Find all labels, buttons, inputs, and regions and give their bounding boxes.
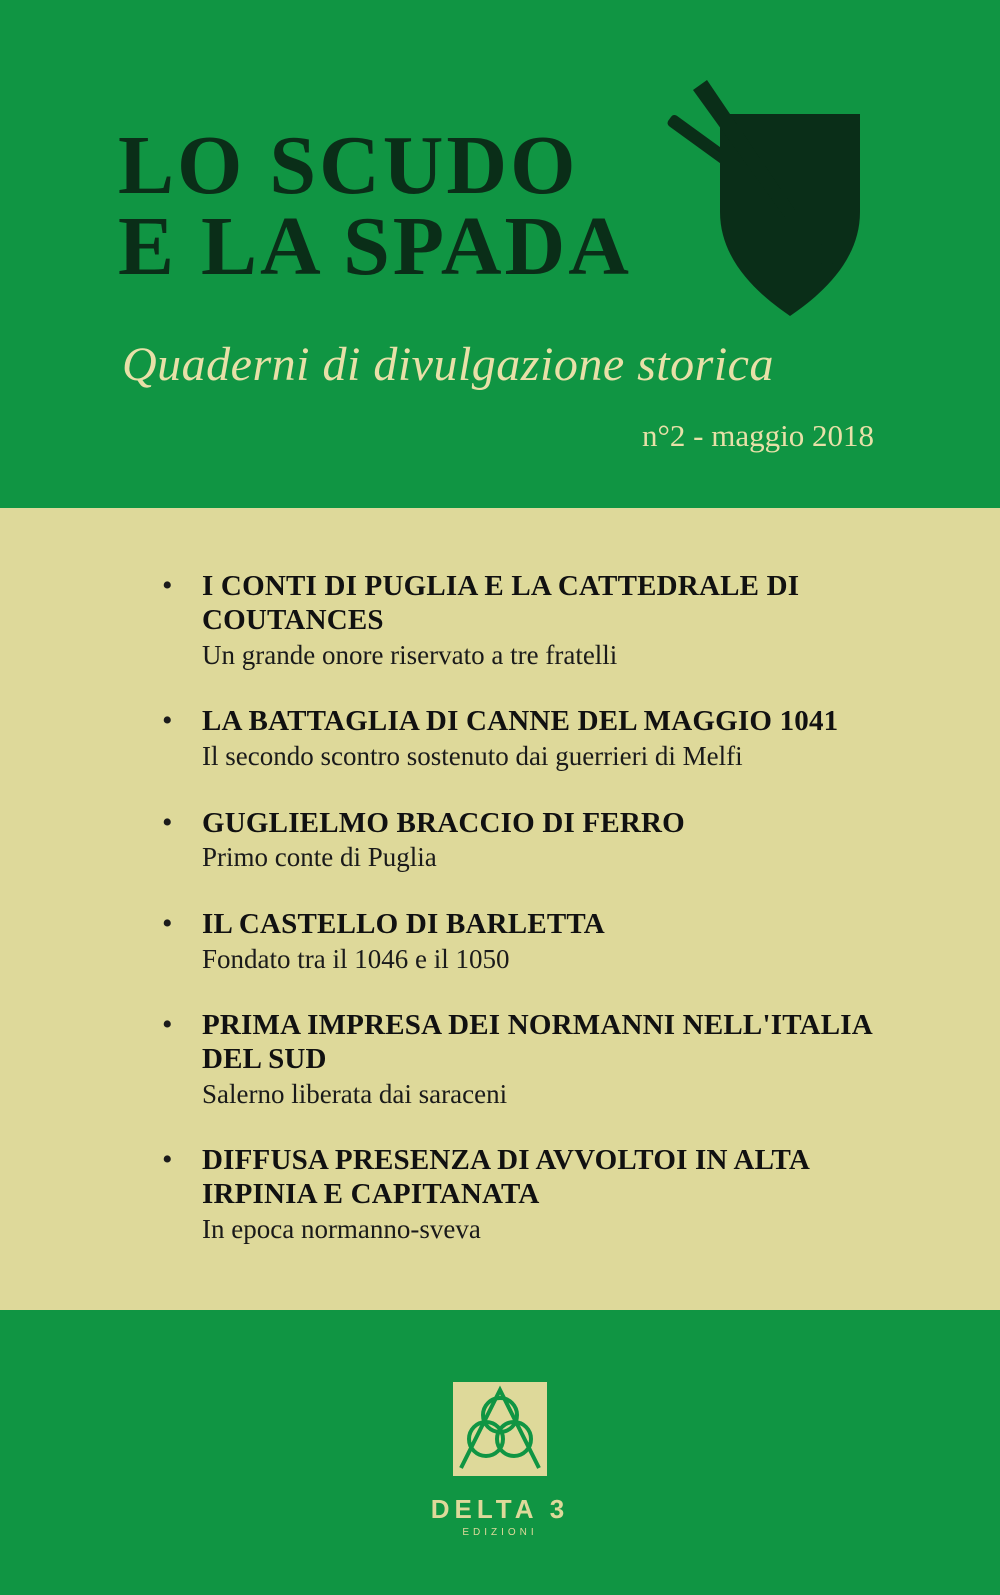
toc-item-subtitle: In epoca normanno-sveva xyxy=(202,1214,481,1245)
list-item[interactable] xyxy=(150,705,910,772)
list-item[interactable] xyxy=(150,807,910,874)
magazine-title xyxy=(118,119,898,294)
toc-item-title: • I CONTI DI PUGLIA E LA CATTEDRALE DI COUTANCES xyxy=(202,570,800,636)
title-line-1: LO SCUDO xyxy=(118,119,579,212)
toc-item-title: • DIFFUSA PRESENZA DI AVVOLTOI IN ALTA IRPINIA E CAPITANATA xyxy=(202,1144,809,1211)
toc-item-subtitle: Il secondo scontro sostenuto dai guerrieri di Melfi xyxy=(202,741,743,772)
table-of-contents xyxy=(0,508,1000,1310)
cover-footer xyxy=(0,1310,1000,1595)
toc-item-subtitle: Salerno liberata dai saraceni xyxy=(202,1079,508,1110)
publisher-tagline: EDIZIONI xyxy=(462,1526,538,1538)
issue-number: n°2 - maggio 2018 xyxy=(642,418,874,453)
toc-item-title: • PRIMA IMPRESA DEI NORMANNI NELL'ITALIA DEL SUD xyxy=(202,1009,872,1076)
title-block xyxy=(118,119,898,294)
publisher-block xyxy=(0,1382,1000,1538)
cover-header xyxy=(0,0,1000,508)
toc-item-title: • LA BATTAGLIA DI CANNE DEL MAGGIO 1041 xyxy=(202,705,839,738)
list-item[interactable] xyxy=(150,1144,910,1245)
title-line-2: E LA SPADA xyxy=(118,200,632,294)
magazine-subtitle: Quaderni di divulgazione storica xyxy=(122,338,774,391)
toc-item-subtitle: Fondato tra il 1046 e il 1050 xyxy=(202,943,510,974)
toc-item-title: • IL CASTELLO DI BARLETTA xyxy=(202,907,605,940)
list-item[interactable] xyxy=(150,908,910,975)
publisher-name: DELTA 3 xyxy=(430,1493,570,1524)
list-item[interactable] xyxy=(150,570,910,671)
toc-item-title: • GUGLIELMO BRACCIO DI FERRO xyxy=(202,806,685,839)
delta3-triquetra-icon xyxy=(453,1382,547,1476)
list-item[interactable] xyxy=(150,1009,910,1110)
toc-list xyxy=(150,570,910,1246)
toc-item-subtitle: Un grande onore riservato a tre fratelli xyxy=(202,639,618,670)
toc-item-subtitle: Primo conte di Puglia xyxy=(202,842,437,873)
